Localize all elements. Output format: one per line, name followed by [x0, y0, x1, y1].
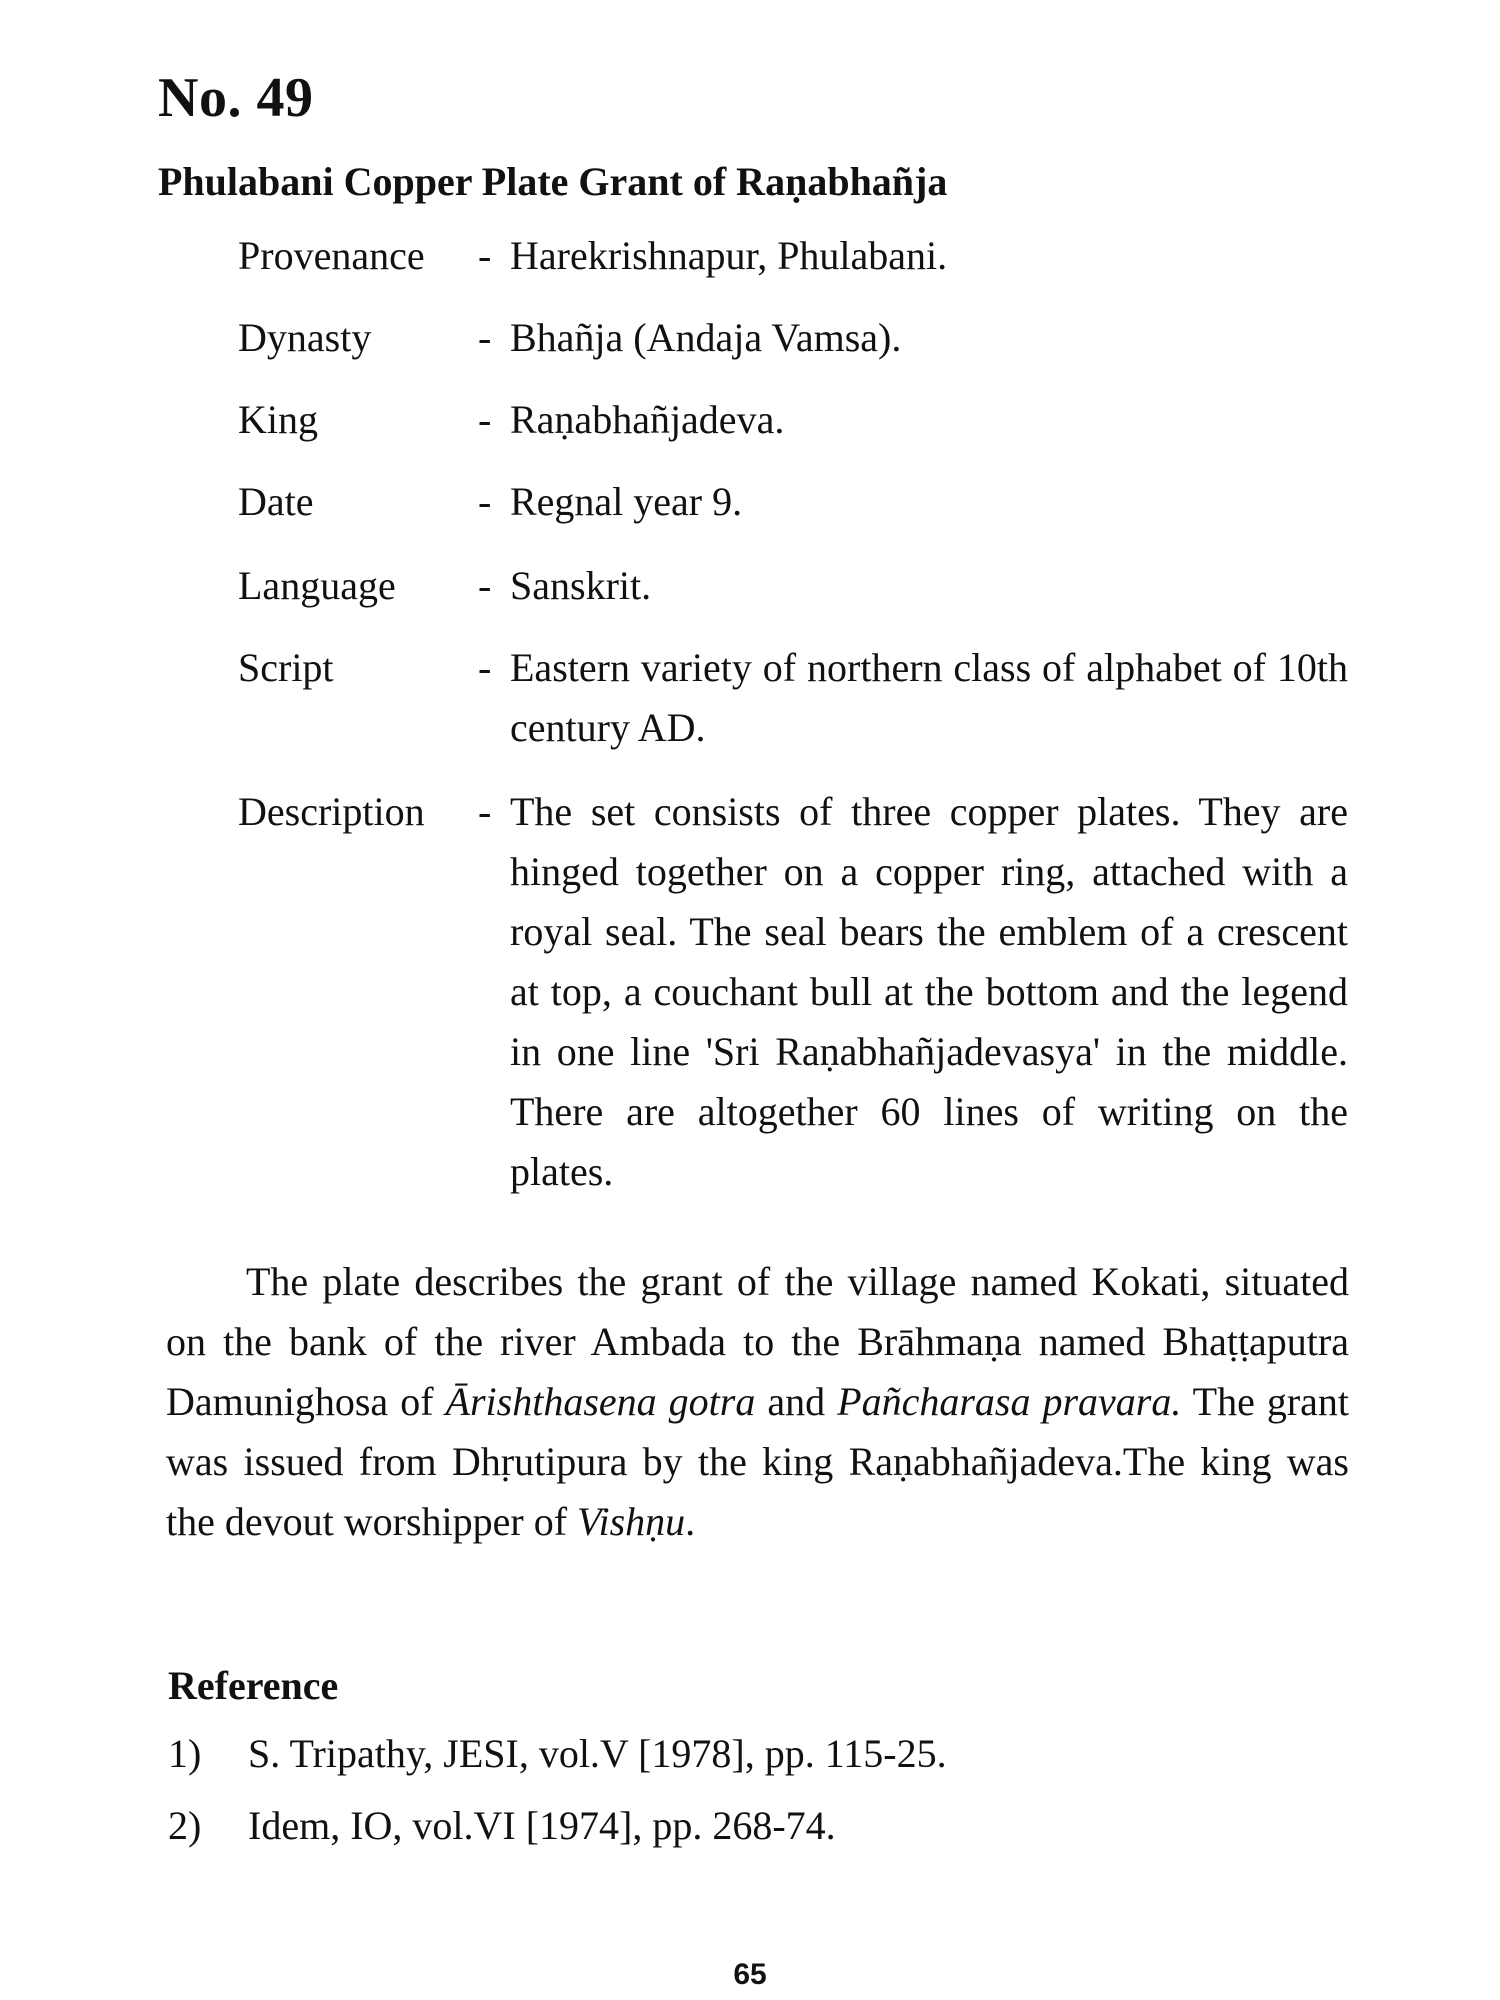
gotra-term: Ārishthasena gotra — [445, 1379, 756, 1424]
metadata-label: Provenance — [238, 233, 425, 278]
inscription-title: Phulabani Copper Plate Grant of Raṇabhañja — [158, 159, 948, 204]
page-number: 65 — [733, 1958, 767, 1991]
metadata-label: Date — [238, 479, 314, 524]
metadata-value: Bhañja (Andaja Vamsa). — [510, 315, 902, 360]
metadata-label: Script — [238, 645, 334, 690]
metadata-label: Dynasty — [238, 315, 372, 360]
deity-term: Vishṇu — [577, 1499, 686, 1544]
pravara-term: Pañcharasa pravara. — [837, 1379, 1182, 1424]
reference-number: 2) — [168, 1803, 202, 1848]
metadata-dash: - — [478, 397, 492, 442]
metadata-value: Regnal year 9. — [510, 479, 743, 524]
reference-heading: Reference — [168, 1663, 339, 1708]
metadata-label: Language — [238, 563, 396, 608]
entry-number: No. 49 — [158, 67, 314, 129]
reference-text: Idem, IO, vol.VI [1974], pp. 268-74. — [248, 1803, 836, 1848]
metadata-value: The set consists of three copper plates. They are hinged together on a copper ring, attached with a royal seal. The seal bears the emblem of a crescent at top, a couchant bull at the bottom and the legend in one line 'Sri Raṇabhañjadevasya' in the middle. There are altogether 60 lines of writing on the plates. — [510, 789, 1348, 1194]
metadata-dash: - — [478, 563, 492, 608]
reference-number: 1) — [168, 1731, 202, 1776]
metadata-value: Eastern variety of northern class of alphabet of 10th century AD. — [510, 645, 1348, 750]
metadata-dash: - — [478, 645, 492, 690]
metadata-label: King — [238, 397, 318, 442]
metadata-value: Raṇabhañjadeva. — [510, 397, 785, 442]
grant-description-paragraph: The plate describes the grant of the village named Kokati, situated on the bank of the river Ambada to the Brāhmaṇa named Bhaṭṭaputra Damunighosa of Ārishthasena gotra and Pañcharasa pravara. The grant was issued from Dhṛutipura by the king Raṇabhañjadeva.The king was the devout worshipper of Vishṇu. — [166, 1259, 1350, 1544]
metadata-dash: - — [478, 233, 492, 278]
metadata-value: Sanskrit. — [510, 563, 652, 608]
reference-text: S. Tripathy, JESI, vol.V [1978], pp. 115-25. — [248, 1731, 947, 1776]
metadata-dash: - — [478, 479, 492, 524]
metadata-value: Harekrishnapur, Phulabani. — [510, 233, 948, 278]
metadata-label: Description — [238, 789, 425, 834]
metadata-dash: - — [478, 789, 492, 834]
metadata-dash: - — [478, 315, 492, 360]
